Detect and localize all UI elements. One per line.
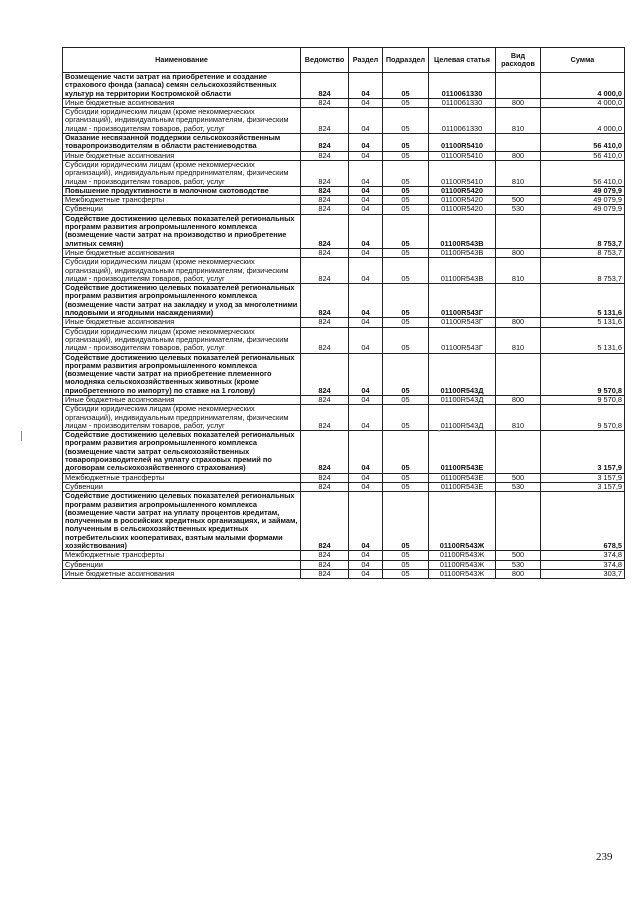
cell-celevaya-statya: 01100R5420: [429, 196, 496, 205]
cell-vedomstvo: 824: [301, 196, 349, 205]
cell-razdel: 04: [349, 551, 383, 560]
cell-podrazdel: 05: [383, 160, 429, 186]
cell-name: Возмещение части затрат на приобретение и создание страхового фонда (запаса) семян сельскохозяйственных культур на территории Костромской области: [63, 73, 301, 99]
cell-podrazdel: 05: [383, 108, 429, 134]
cell-razdel: 04: [349, 134, 383, 152]
budget-table: [62, 47, 625, 579]
cell-podrazdel: 05: [383, 492, 429, 551]
cell-summa: 4 000,0: [541, 98, 625, 107]
table-row: [63, 569, 625, 578]
cell-celevaya-statya: 01100R543B: [429, 248, 496, 257]
cell-vedomstvo: 824: [301, 405, 349, 431]
cell-name: Иные бюджетные ассигнования: [63, 98, 301, 107]
cell-celevaya-statya: 01100R543Г: [429, 318, 496, 327]
cell-summa: 49 079,9: [541, 205, 625, 214]
cell-celevaya-statya: 01100R543E: [429, 482, 496, 491]
cell-podrazdel: 05: [383, 98, 429, 107]
cell-vid-rashodov: 800: [496, 395, 541, 404]
cell-celevaya-statya: 01100R5410: [429, 134, 496, 152]
cell-celevaya-statya: 01100R543Г: [429, 327, 496, 353]
cell-vid-rashodov: [496, 73, 541, 99]
table-row: [63, 327, 625, 353]
cell-podrazdel: 05: [383, 151, 429, 160]
cell-razdel: 04: [349, 258, 383, 284]
cell-razdel: 04: [349, 492, 383, 551]
table-row: [63, 318, 625, 327]
cell-summa: 9 570,8: [541, 395, 625, 404]
cell-name: Повышение продуктивности в молочном скотоводстве: [63, 186, 301, 195]
table-row: [63, 258, 625, 284]
cell-summa: 3 157,9: [541, 431, 625, 473]
cell-vid-rashodov: 810: [496, 258, 541, 284]
cell-vedomstvo: 824: [301, 318, 349, 327]
cell-celevaya-statya: 0110061330: [429, 98, 496, 107]
cell-celevaya-statya: 01100R543Ж: [429, 551, 496, 560]
cell-name: Содействие достижению целевых показателей региональных программ развития агропромышленного комплекса (возмещение части затрат сельскохозяйственных товаропроизводителей на уплату страховых премий по договорам сельскохозяйственного страхования): [63, 431, 301, 473]
header-podrazdel: Подраздел: [383, 48, 429, 73]
table-row: [63, 473, 625, 482]
cell-vid-rashodov: 800: [496, 569, 541, 578]
cell-vedomstvo: 824: [301, 327, 349, 353]
cell-vid-rashodov: 810: [496, 405, 541, 431]
cell-razdel: 04: [349, 186, 383, 195]
cell-vid-rashodov: 810: [496, 108, 541, 134]
cell-celevaya-statya: 0110061330: [429, 73, 496, 99]
cell-celevaya-statya: 01100R5410: [429, 151, 496, 160]
cell-vid-rashodov: 500: [496, 551, 541, 560]
cell-celevaya-statya: 01100R543Ж: [429, 560, 496, 569]
header-summa: Сумма: [541, 48, 625, 73]
cell-razdel: 04: [349, 248, 383, 257]
table-row: [63, 431, 625, 473]
cell-podrazdel: 05: [383, 134, 429, 152]
table-row: [63, 492, 625, 551]
cell-name: Содействие достижению целевых показателей региональных программ развития агропромышленного комплекса (возмещение части затрат на приобретение племенного молодняка сельскохозяйственных животных (кроме приобретенного по импорту) по ставке на 1 голову): [63, 353, 301, 395]
cell-summa: 49 079,9: [541, 196, 625, 205]
cell-name: Субсидии юридическим лицам (кроме некоммерческих организаций), индивидуальным предпринимателям, физическим лицам - производителям товаров, работ, услуг: [63, 405, 301, 431]
cell-vid-rashodov: [496, 284, 541, 318]
cell-razdel: 04: [349, 108, 383, 134]
table-row: [63, 551, 625, 560]
cell-vedomstvo: 824: [301, 205, 349, 214]
cell-podrazdel: 05: [383, 214, 429, 248]
table-row: [63, 353, 625, 395]
cell-razdel: 04: [349, 98, 383, 107]
cell-vid-rashodov: 810: [496, 160, 541, 186]
cell-summa: 5 131,6: [541, 284, 625, 318]
header-name: Наименование: [63, 48, 301, 73]
cell-vid-rashodov: [496, 214, 541, 248]
cell-celevaya-statya: 01100R543Г: [429, 284, 496, 318]
scan-speck: [438, 430, 440, 432]
cell-summa: 56 410,0: [541, 151, 625, 160]
cell-vedomstvo: 824: [301, 482, 349, 491]
table-row: [63, 214, 625, 248]
cell-name: Содействие достижению целевых показателей региональных программ развития агропромышленного комплекса (возмещение части затрат на производство и приобретение элитных семян): [63, 214, 301, 248]
header-razdel: Раздел: [349, 48, 383, 73]
table-row: [63, 134, 625, 152]
cell-name: Содействие достижению целевых показателей региональных программ развития агропромышленного комплекса (возмещение части затрат на уплату процентов кредитам, полученным в российских кредитных организациях, и займам, полученным в сельскохозяйственных кредитных потребительских кооперативах, взятым малыми формами хозяйствования): [63, 492, 301, 551]
cell-podrazdel: 05: [383, 258, 429, 284]
cell-name: Иные бюджетные ассигнования: [63, 151, 301, 160]
cell-vid-rashodov: 500: [496, 473, 541, 482]
cell-vedomstvo: 824: [301, 473, 349, 482]
cell-podrazdel: 05: [383, 395, 429, 404]
cell-summa: 3 157,9: [541, 482, 625, 491]
cell-vedomstvo: 824: [301, 186, 349, 195]
table-row: [63, 196, 625, 205]
header-vedomstvo: Ведомство: [301, 48, 349, 73]
cell-vedomstvo: 824: [301, 395, 349, 404]
cell-vedomstvo: 824: [301, 492, 349, 551]
cell-vid-rashodov: [496, 492, 541, 551]
cell-razdel: 04: [349, 569, 383, 578]
cell-summa: 8 753,7: [541, 214, 625, 248]
cell-vid-rashodov: [496, 134, 541, 152]
cell-podrazdel: 05: [383, 186, 429, 195]
table-row: [63, 405, 625, 431]
cell-vedomstvo: 824: [301, 258, 349, 284]
cell-razdel: 04: [349, 73, 383, 99]
cell-celevaya-statya: 0110061330: [429, 108, 496, 134]
cell-name: Иные бюджетные ассигнования: [63, 395, 301, 404]
cell-vedomstvo: 824: [301, 73, 349, 99]
table-body: [63, 73, 625, 579]
cell-summa: 5 131,6: [541, 318, 625, 327]
cell-razdel: 04: [349, 196, 383, 205]
cell-summa: 56 410,0: [541, 160, 625, 186]
cell-vedomstvo: 824: [301, 134, 349, 152]
cell-celevaya-statya: 01100R5420: [429, 205, 496, 214]
cell-podrazdel: 05: [383, 284, 429, 318]
cell-razdel: 04: [349, 473, 383, 482]
cell-vid-rashodov: 800: [496, 248, 541, 257]
cell-celevaya-statya: 01100R543Ж: [429, 569, 496, 578]
cell-podrazdel: 05: [383, 551, 429, 560]
cell-summa: 374,8: [541, 551, 625, 560]
cell-vid-rashodov: 530: [496, 560, 541, 569]
cell-vedomstvo: 824: [301, 560, 349, 569]
table-row: [63, 205, 625, 214]
cell-celevaya-statya: 01100R543Д: [429, 353, 496, 395]
table-row: [63, 160, 625, 186]
cell-celevaya-statya: 01100R543Ж: [429, 492, 496, 551]
cell-celevaya-statya: 01100R5410: [429, 160, 496, 186]
page-number: 239: [596, 851, 613, 863]
cell-podrazdel: 05: [383, 569, 429, 578]
cell-name: Субвенции: [63, 205, 301, 214]
cell-celevaya-statya: 01100R543E: [429, 431, 496, 473]
cell-summa: 9 570,8: [541, 353, 625, 395]
cell-vedomstvo: 824: [301, 569, 349, 578]
margin-mark: [21, 431, 22, 441]
cell-razdel: 04: [349, 160, 383, 186]
cell-vid-rashodov: [496, 353, 541, 395]
cell-vid-rashodov: 800: [496, 98, 541, 107]
table-row: [63, 284, 625, 318]
cell-vid-rashodov: 800: [496, 151, 541, 160]
cell-summa: 4 000,0: [541, 73, 625, 99]
cell-summa: 678,5: [541, 492, 625, 551]
cell-celevaya-statya: 01100R543B: [429, 258, 496, 284]
cell-podrazdel: 05: [383, 482, 429, 491]
cell-summa: 374,8: [541, 560, 625, 569]
cell-podrazdel: 05: [383, 431, 429, 473]
cell-vedomstvo: 824: [301, 551, 349, 560]
cell-razdel: 04: [349, 482, 383, 491]
cell-vid-rashodov: [496, 431, 541, 473]
cell-summa: 9 570,8: [541, 405, 625, 431]
cell-summa: 4 000,0: [541, 108, 625, 134]
cell-summa: 3 157,9: [541, 473, 625, 482]
table-row: [63, 108, 625, 134]
cell-vid-rashodov: 530: [496, 482, 541, 491]
cell-celevaya-statya: 01100R543E: [429, 473, 496, 482]
cell-vid-rashodov: 810: [496, 327, 541, 353]
cell-summa: 303,7: [541, 569, 625, 578]
cell-name: Межбюджетные трансферты: [63, 473, 301, 482]
cell-name: Межбюджетные трансферты: [63, 551, 301, 560]
cell-vedomstvo: 824: [301, 151, 349, 160]
cell-name: Оказание несвязанной поддержки сельскохозяйственным товаропроизводителям в области растениеводства: [63, 134, 301, 152]
header-vid-rashodov: Вид расходов: [496, 48, 541, 73]
cell-podrazdel: 05: [383, 405, 429, 431]
cell-celevaya-statya: 01100R543B: [429, 214, 496, 248]
cell-vedomstvo: 824: [301, 353, 349, 395]
cell-razdel: 04: [349, 284, 383, 318]
cell-podrazdel: 05: [383, 560, 429, 569]
cell-celevaya-statya: 01100R543Д: [429, 395, 496, 404]
cell-razdel: 04: [349, 151, 383, 160]
cell-razdel: 04: [349, 431, 383, 473]
cell-name: Содействие достижению целевых показателей региональных программ развития агропромышленного комплекса (возмещение части затрат на закладку и уход за многолетними плодовыми и ягодными насаждениями): [63, 284, 301, 318]
cell-podrazdel: 05: [383, 73, 429, 99]
cell-vedomstvo: 824: [301, 284, 349, 318]
header-celevaya-statya: Целевая статья: [429, 48, 496, 73]
cell-summa: 5 131,6: [541, 327, 625, 353]
cell-podrazdel: 05: [383, 196, 429, 205]
cell-name: Иные бюджетные ассигнования: [63, 569, 301, 578]
cell-name: Межбюджетные трансферты: [63, 196, 301, 205]
cell-summa: 56 410,0: [541, 134, 625, 152]
cell-razdel: 04: [349, 353, 383, 395]
cell-podrazdel: 05: [383, 353, 429, 395]
cell-razdel: 04: [349, 205, 383, 214]
cell-vedomstvo: 824: [301, 431, 349, 473]
cell-podrazdel: 05: [383, 205, 429, 214]
cell-summa: 8 753,7: [541, 258, 625, 284]
cell-vedomstvo: 824: [301, 214, 349, 248]
cell-name: Субсидии юридическим лицам (кроме некоммерческих организаций), индивидуальным предпринимателям, физическим лицам - производителям товаров, работ, услуг: [63, 108, 301, 134]
cell-podrazdel: 05: [383, 327, 429, 353]
cell-podrazdel: 05: [383, 318, 429, 327]
cell-name: Иные бюджетные ассигнования: [63, 248, 301, 257]
cell-vedomstvo: 824: [301, 98, 349, 107]
table-row: [63, 73, 625, 99]
cell-vid-rashodov: 800: [496, 318, 541, 327]
cell-celevaya-statya: 01100R543Д: [429, 405, 496, 431]
cell-vid-rashodov: 500: [496, 196, 541, 205]
cell-vedomstvo: 824: [301, 108, 349, 134]
cell-name: Субвенции: [63, 560, 301, 569]
cell-vedomstvo: 824: [301, 160, 349, 186]
cell-celevaya-statya: 01100R5420: [429, 186, 496, 195]
cell-name: Субсидии юридическим лицам (кроме некоммерческих организаций), индивидуальным предпринимателям, физическим лицам - производителям товаров, работ, услуг: [63, 258, 301, 284]
cell-name: Субвенции: [63, 482, 301, 491]
cell-podrazdel: 05: [383, 473, 429, 482]
cell-razdel: 04: [349, 405, 383, 431]
cell-vid-rashodov: 530: [496, 205, 541, 214]
cell-razdel: 04: [349, 560, 383, 569]
cell-name: Иные бюджетные ассигнования: [63, 318, 301, 327]
cell-razdel: 04: [349, 327, 383, 353]
cell-podrazdel: 05: [383, 248, 429, 257]
cell-razdel: 04: [349, 214, 383, 248]
cell-vedomstvo: 824: [301, 248, 349, 257]
cell-name: Субсидии юридическим лицам (кроме некоммерческих организаций), индивидуальным предпринимателям, физическим лицам - производителям товаров, работ, услуг: [63, 327, 301, 353]
table-header-row: [63, 48, 625, 73]
cell-razdel: 04: [349, 395, 383, 404]
cell-summa: 49 079,9: [541, 186, 625, 195]
cell-summa: 8 753,7: [541, 248, 625, 257]
cell-razdel: 04: [349, 318, 383, 327]
cell-name: Субсидии юридическим лицам (кроме некоммерческих организаций), индивидуальным предпринимателям, физическим лицам - производителям товаров, работ, услуг: [63, 160, 301, 186]
